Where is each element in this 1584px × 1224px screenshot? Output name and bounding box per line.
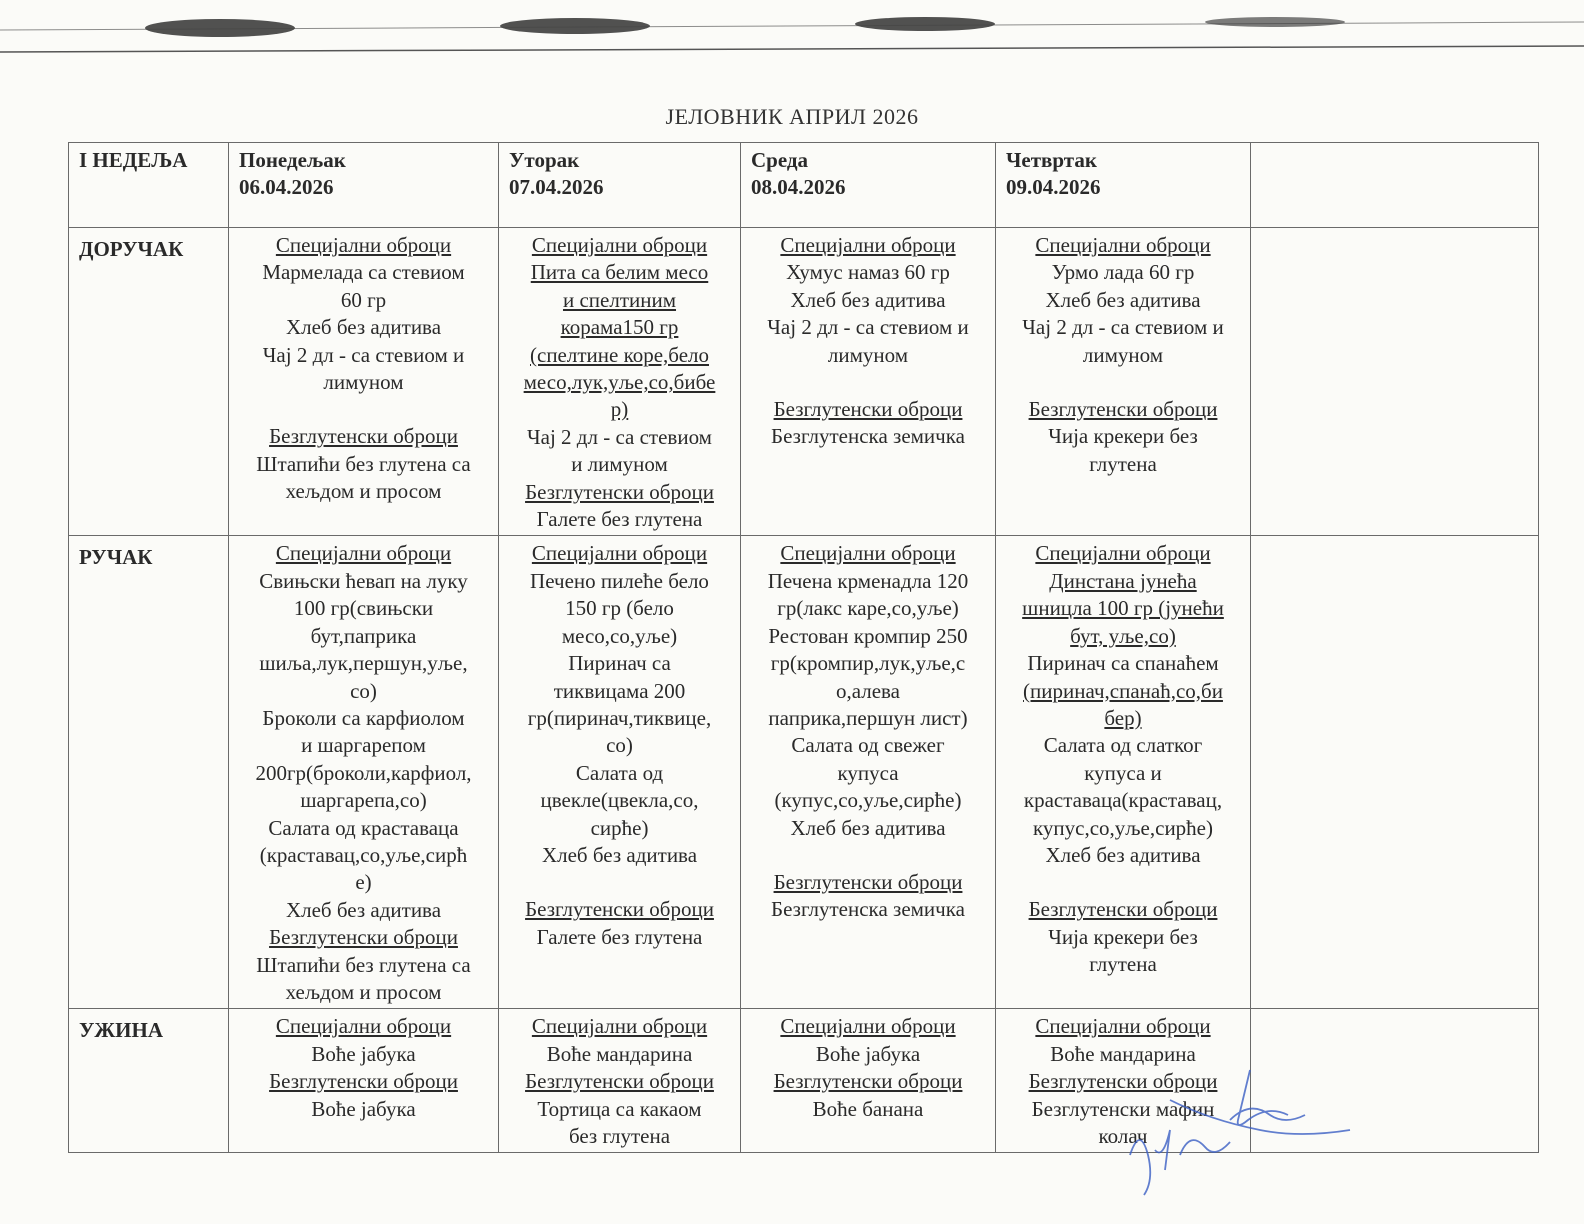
meal-item-line: Салата од слатког: [1043, 733, 1203, 758]
meal-item-line: купуса и: [1084, 760, 1162, 785]
day-date: 06.04.2026: [239, 175, 334, 200]
meal-items: [235, 259, 492, 396]
meal-item-line: Урмо лада 60 гр: [1051, 260, 1195, 285]
meal-item-line: цвекле(цвекла,со,: [540, 788, 699, 813]
section-glutenfree: Безглутенски оброци: [773, 869, 963, 894]
meal-item-line: лимуном: [1082, 342, 1164, 367]
meal-item-line: купуса: [837, 760, 899, 785]
section-special: Специјални оброци: [1035, 541, 1211, 566]
meal-items: [505, 506, 734, 533]
meal-item-line: Безглутенски мафин: [1031, 1096, 1215, 1121]
meal-item-line: колач: [1098, 1124, 1148, 1148]
cell-lunch-monday: [229, 536, 499, 1009]
meal-item-line: Рестован кромпир 250: [768, 623, 968, 648]
meal-item-line: гр(лакс каре,со,уље): [777, 596, 959, 621]
empty-column: [1251, 143, 1539, 228]
section-glutenfree: Безглутенски оброци: [525, 897, 714, 922]
header-row: [69, 143, 1539, 228]
meal-items: [1002, 568, 1244, 650]
section-glutenfree: Безглутенски оброци: [1028, 897, 1218, 922]
meal-item-line: Свињски ћевап на луку: [259, 568, 468, 593]
meal-item-line: 100 гр(свињски: [293, 596, 434, 621]
meal-item-line: р): [610, 397, 629, 422]
meal-item-line: краставаца(краставац,: [1023, 788, 1223, 813]
meal-items: [747, 423, 989, 450]
meal-item-line: Пиринач са: [568, 651, 671, 676]
meal-item-line: хељдом и просом: [285, 979, 442, 1004]
meal-item-line: Галете без глутена: [536, 924, 703, 949]
section-glutenfree: Безглутенски оброци: [1028, 397, 1218, 422]
meal-item-line: сирће): [590, 815, 649, 840]
meal-item-line: гр(пиринач,тиквице,: [527, 705, 712, 730]
meal-items: [1002, 650, 1244, 677]
day-header-monday: [229, 143, 499, 228]
meal-items: [505, 924, 734, 951]
meal-items: [505, 568, 734, 869]
meal-item-line: лимуном: [827, 342, 909, 367]
day-name: Уторак: [509, 148, 580, 172]
meal-item-line: месо,лук,уље,со,бибе: [523, 370, 716, 395]
cell-breakfast-tuesday: [499, 228, 741, 536]
meal-item-line: (краставац,со,уље,сирћ: [259, 842, 468, 867]
empty-cell: [1251, 536, 1539, 1009]
meal-item-line: шницла 100 гр (јунећи: [1022, 596, 1224, 621]
section-special: Специјални оброци: [275, 1014, 452, 1039]
meal-item-line: и спелтиним: [562, 287, 677, 312]
meal-item-line: Чај 2 дл - са стевиом и: [1022, 315, 1224, 340]
meal-label-lunch: РУЧАК: [69, 536, 229, 1009]
day-header-thursday: [996, 143, 1251, 228]
meal-item-line: Хлеб без адитива: [541, 842, 698, 867]
meal-item-line: е): [355, 870, 372, 895]
meal-label-breakfast: ДОРУЧАК: [69, 228, 229, 536]
empty-cell: [1251, 228, 1539, 536]
meal-item-line: тиквицама 200: [553, 678, 686, 703]
meal-item-line: Пиринач са спанаћем: [1027, 651, 1219, 676]
meal-items: [235, 1096, 492, 1123]
meal-item-line: корама150 гр: [560, 315, 679, 340]
meal-item-line: бут, уље,со): [1070, 623, 1176, 648]
section-special: Специјални оброци: [531, 541, 708, 566]
section-special: Специјални оброци: [531, 233, 708, 257]
cell-lunch-thursday: [996, 536, 1251, 1009]
meal-items: [747, 259, 989, 369]
meal-item-line: Воће мандарина: [546, 1041, 693, 1066]
section-glutenfree: Безглутенски оброци: [269, 424, 458, 449]
day-date: 08.04.2026: [751, 175, 846, 200]
meal-item-line: Чија крекери без: [1048, 424, 1198, 449]
meal-item-line: Чај 2 дл - са стевиом и: [767, 315, 969, 340]
cell-lunch-tuesday: [499, 536, 741, 1009]
meal-items: [235, 1041, 492, 1068]
meal-item-line: Салата од свежег: [791, 733, 945, 758]
meal-items: [747, 1096, 989, 1123]
section-glutenfree: Безглутенски оброци: [525, 1069, 714, 1094]
meal-item-line: Чија крекери без: [1048, 924, 1198, 949]
section-special: Специјални оброци: [275, 233, 452, 257]
cell-snack-monday: [229, 1009, 499, 1153]
cell-snack-tuesday: [499, 1009, 741, 1153]
meal-item-line: Салата од краставаца: [268, 815, 459, 840]
section-special: Специјални оброци: [1035, 233, 1211, 257]
breakfast-row: [69, 228, 1539, 536]
meal-items: [1002, 423, 1244, 478]
day-name: Понедељак: [239, 148, 346, 172]
section-special: Специјални оброци: [780, 1014, 956, 1039]
meal-item-line: Штапићи без глутена са: [256, 952, 471, 977]
day-name: Среда: [751, 148, 809, 172]
meal-item-line: Чај 2 дл - са стевиом: [527, 424, 712, 449]
meal-items: [1002, 732, 1244, 869]
meal-items: [1002, 678, 1244, 733]
meal-item-line: о,алева: [835, 678, 900, 703]
cell-lunch-wednesday: [741, 536, 996, 1009]
meal-item-line: и лимуном: [571, 452, 668, 477]
section-glutenfree: Безглутенски оброци: [525, 479, 714, 504]
meal-item-line: шиља,лук,першун,уље,: [259, 651, 468, 676]
meal-item-line: Динстана јунећа: [1049, 568, 1197, 593]
meal-item-line: Тортица са какаом: [537, 1096, 702, 1121]
meal-item-line: без глутена: [568, 1124, 671, 1148]
meal-item-line: Хлеб без адитива: [285, 315, 442, 340]
section-glutenfree: Безглутенски оброци: [269, 1069, 458, 1094]
meal-items: [747, 568, 989, 842]
meal-item-line: Воће мандарина: [1050, 1041, 1196, 1066]
meal-item-line: и шаргарепом: [301, 733, 426, 758]
day-name: Четвртак: [1006, 148, 1097, 172]
meal-label-snack: УЖИНА: [69, 1009, 229, 1153]
meal-item-line: Воће јабука: [815, 1041, 921, 1066]
meal-items: [235, 952, 492, 1007]
meal-item-line: со): [606, 733, 633, 758]
meal-items: [1002, 924, 1244, 979]
meal-item-line: со): [350, 678, 377, 703]
meal-item-line: (пиринач,спанаћ,со,би: [1023, 678, 1223, 703]
section-glutenfree: Безглутенски оброци: [773, 397, 963, 422]
meal-item-line: Хлеб без адитива: [790, 815, 946, 840]
meal-item-line: Мармелада са стевиом: [262, 260, 465, 285]
meal-item-line: Пита са белим месо: [530, 260, 709, 285]
meal-items: [505, 1096, 734, 1151]
meal-item-line: глутена: [1089, 451, 1157, 476]
meal-item-line: Броколи са карфиолом: [262, 705, 465, 730]
meal-items: [505, 259, 734, 423]
meal-item-line: Безглутенска земичка: [771, 424, 965, 449]
cell-breakfast-wednesday: [741, 228, 996, 536]
week-label: I НЕДЕЉА: [69, 143, 229, 228]
meal-item-line: Печено пилеће бело: [530, 568, 709, 593]
meal-items: [747, 1041, 989, 1068]
meal-items: [235, 451, 492, 506]
meal-item-line: месо,со,уље): [561, 623, 678, 648]
scan-header-artifact: [0, 0, 1584, 70]
meal-item-line: купус,со,уље,сирће): [1033, 815, 1213, 840]
day-header-tuesday: [499, 143, 741, 228]
section-special: Специјални оброци: [1035, 1014, 1211, 1039]
meal-item-line: 200гр(броколи,карфиол,: [255, 760, 472, 785]
meal-item-line: Галете без глутена: [536, 507, 703, 532]
section-special: Специјални оброци: [780, 233, 956, 257]
day-date: 07.04.2026: [509, 175, 604, 200]
section-special: Специјални оброци: [531, 1014, 708, 1039]
meal-item-line: Хлеб без адитива: [1045, 842, 1201, 867]
meal-item-line: паприка,першун лист): [768, 705, 968, 730]
meal-item-line: Хлеб без адитива: [790, 287, 946, 312]
meal-item-line: Воће банана: [812, 1096, 924, 1121]
meal-item-line: Чај 2 дл - са стевиом и: [262, 342, 465, 367]
section-special: Специјални оброци: [275, 541, 452, 566]
section-glutenfree: Безглутенски оброци: [773, 1069, 963, 1094]
meal-items: [1002, 259, 1244, 369]
meal-items: [747, 896, 989, 923]
meal-item-line: шаргарепа,со): [300, 788, 427, 813]
meal-items: [505, 424, 734, 479]
meal-items: [235, 568, 492, 924]
meal-item-line: Штапићи без глутена са: [256, 451, 471, 476]
meal-items: [505, 1041, 734, 1068]
section-special: Специјални оброци: [780, 541, 956, 566]
document-title: ЈЕЛОВНИК АПРИЛ 2026: [665, 104, 919, 129]
cell-breakfast-thursday: [996, 228, 1251, 536]
meal-item-line: бут,паприка: [310, 623, 417, 648]
section-glutenfree: Безглутенски оброци: [1028, 1069, 1218, 1094]
meal-item-line: Печена крменадла 120: [767, 568, 969, 593]
meal-item-line: Воће јабука: [311, 1096, 416, 1121]
cell-snack-wednesday: [741, 1009, 996, 1153]
meal-item-line: Безглутенска земичка: [771, 897, 965, 922]
day-date: 09.04.2026: [1006, 175, 1101, 200]
lunch-row: [69, 536, 1539, 1009]
meal-menu-table: [68, 142, 1539, 1153]
meal-item-line: Хлеб без адитива: [1045, 287, 1201, 312]
meal-item-line: бер): [1104, 705, 1142, 730]
signature-stamp: [1110, 1060, 1370, 1200]
meal-item-line: Воће јабука: [311, 1041, 416, 1066]
meal-item-line: 60 гр: [340, 287, 387, 312]
meal-item-line: (купус,со,уље,сирће): [774, 788, 962, 813]
section-glutenfree: Безглутенски оброци: [269, 925, 458, 950]
day-header-wednesday: [741, 143, 996, 228]
meal-item-line: глутена: [1089, 952, 1157, 977]
meal-item-line: (спелтине коре,бело: [530, 342, 709, 367]
meal-item-line: гр(кромпир,лук,уље,с: [770, 651, 966, 676]
cell-breakfast-monday: [229, 228, 499, 536]
meal-item-line: Хумус намаз 60 гр: [786, 260, 950, 285]
meal-item-line: 150 гр (бело: [565, 596, 674, 621]
meal-item-line: лимуном: [323, 370, 404, 395]
meal-item-line: Хлеб без адитива: [285, 897, 442, 922]
meal-item-line: Салата од: [575, 760, 664, 785]
meal-item-line: хељдом и просом: [285, 479, 442, 504]
